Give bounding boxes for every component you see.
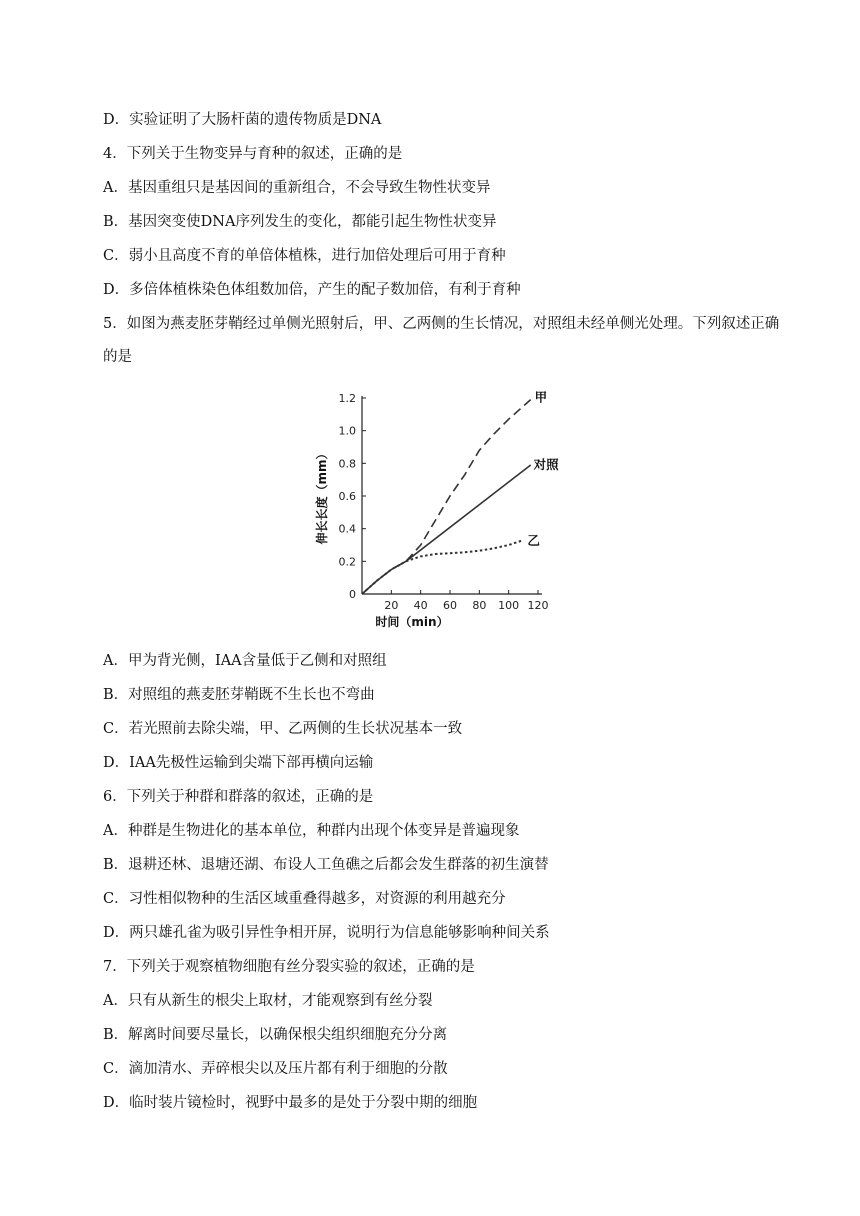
q5-option-a: A．甲为背光侧，IAA含量低于乙侧和对照组 bbox=[103, 653, 387, 669]
x-tick-label: 40 bbox=[413, 599, 428, 612]
series-label-对照: 对照 bbox=[533, 456, 559, 472]
q4-option-d: D．多倍体植株染色体组数加倍，产生的配子数加倍，有利于育种 bbox=[103, 282, 521, 298]
series-line-甲 bbox=[362, 400, 531, 594]
q5-option-d: D．IAA先极性运输到尖端下部再横向运输 bbox=[103, 755, 374, 771]
q7-stem: 7．下列关于观察植物细胞有丝分裂实验的叙述，正确的是 bbox=[103, 959, 475, 975]
y-tick-label: 0.2 bbox=[338, 555, 356, 569]
q6-option-b: B．退耕还林、退塘还湖、布设人工鱼礁之后都会发生群落的初生演替 bbox=[103, 857, 549, 873]
y-tick-label: 0 bbox=[349, 588, 356, 601]
q3-option-d: D．实验证明了大肠杆菌的遗传物质是DNA bbox=[103, 112, 382, 128]
q7-option-b: B．解离时间要尽量长，以确保根尖组织细胞充分分离 bbox=[103, 1027, 448, 1043]
x-tick-label: 80 bbox=[472, 599, 487, 612]
x-axis-label: 时间（min） bbox=[375, 615, 449, 629]
q7-option-d: D．临时装片镜检时，视野中最多的是处于分裂中期的细胞 bbox=[103, 1095, 478, 1111]
q4-option-a: A．基因重组只是基因间的重新组合，不会导致生物性状变异 bbox=[103, 180, 491, 196]
q4-option-b: B．基因突变使DNA序列发生的变化，都能引起生物性状变异 bbox=[103, 214, 497, 230]
growth-chart bbox=[310, 384, 559, 634]
series-label-乙: 乙 bbox=[527, 533, 540, 549]
q6-option-c: C．习性相似物种的生活区域重叠得越多，对资源的利用越充分 bbox=[103, 891, 506, 907]
q4-option-c: C．弱小且高度不育的单倍体植株，进行加倍处理后可用于育种 bbox=[103, 248, 506, 264]
y-tick-label: 1.0 bbox=[338, 424, 356, 438]
q4-stem: 4．下列关于生物变异与育种的叙述，正确的是 bbox=[103, 146, 403, 162]
series-line-乙 bbox=[362, 540, 523, 594]
series-label-甲: 甲 bbox=[534, 389, 548, 405]
q5-option-b: B．对照组的燕麦胚芽鞘既不生长也不弯曲 bbox=[103, 687, 375, 703]
y-tick-label: 0.8 bbox=[338, 457, 356, 471]
q6-option-a: A．种群是生物进化的基本单位，种群内出现个体变异是普遍现象 bbox=[103, 823, 520, 839]
x-tick-label: 120 bbox=[527, 599, 549, 612]
q5-option-c: C．若光照前去除尖端，甲、乙两侧的生长状况基本一致 bbox=[103, 721, 463, 737]
series-line-对照 bbox=[362, 465, 531, 594]
q5-stem-continuation: 的是 bbox=[103, 349, 132, 365]
y-axis-label: 伸长长度（mm） bbox=[315, 447, 329, 545]
y-tick-label: 0.4 bbox=[338, 522, 356, 536]
y-tick-label: 1.2 bbox=[338, 392, 356, 405]
q6-stem: 6．下列关于种群和群落的叙述，正确的是 bbox=[103, 789, 374, 805]
y-tick-label: 0.6 bbox=[338, 490, 356, 503]
q5-stem: 5．如图为燕麦胚芽鞘经过单侧光照射后，甲、乙两侧的生长情况，对照组未经单侧光处理。下列叙述正确 bbox=[103, 316, 780, 332]
x-tick-label: 20 bbox=[384, 599, 399, 612]
x-tick-label: 100 bbox=[498, 599, 520, 612]
q6-option-d: D．两只雄孔雀为吸引异性争相开屏，说明行为信息能够影响种间关系 bbox=[103, 925, 550, 941]
growth-chart-svg bbox=[310, 384, 559, 634]
q7-option-a: A．只有从新生的根尖上取材，才能观察到有丝分裂 bbox=[103, 993, 433, 1009]
x-tick-label: 60 bbox=[443, 599, 457, 612]
q7-option-c: C．滴加清水、弄碎根尖以及压片都有利于细胞的分散 bbox=[103, 1061, 448, 1077]
